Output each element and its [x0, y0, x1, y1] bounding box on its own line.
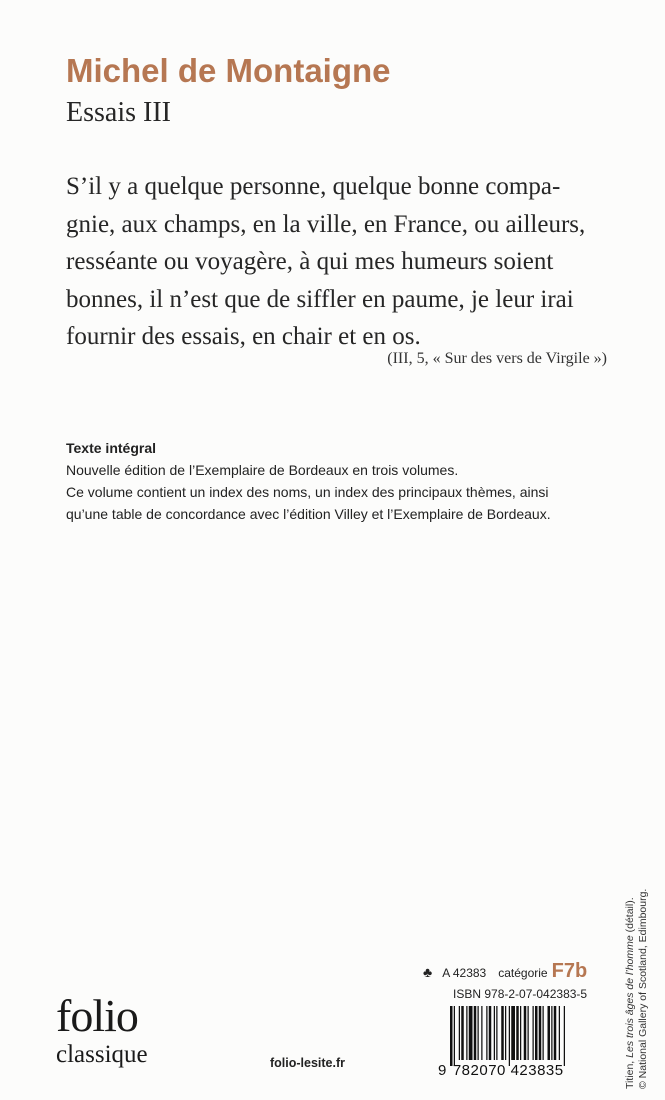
barcode [448, 1006, 608, 1066]
barcode-bar [486, 1006, 487, 1060]
barcode-bar [501, 1006, 504, 1060]
image-credit [624, 889, 650, 1089]
barcode-bar [564, 1006, 565, 1066]
publisher-logo [56, 990, 148, 1069]
publisher-brand: folio [56, 990, 138, 1041]
barcode-bar [461, 1006, 464, 1060]
quote-block [66, 168, 626, 356]
publisher-website: folio-lesite.fr [270, 1056, 346, 1070]
barcode-bar [469, 1006, 473, 1060]
catalog-number: A 42383 [442, 966, 487, 980]
barcode-bar [543, 1006, 544, 1060]
barcode-bar [454, 1006, 455, 1066]
quote-line: resséante ou voyagère, à qui mes humeurs soient [66, 248, 554, 275]
barcode-bar [474, 1006, 477, 1060]
barcode-bar [539, 1006, 542, 1060]
quote-line: gnie, aux champs, en la ville, en France, ou ailleurs, [66, 210, 586, 238]
barcode-number: 782070 423835 [452, 1062, 564, 1079]
image-credit-collection: © National Gallery of Scotland, Edimbourg. [637, 888, 649, 1089]
isbn: ISBN 978-2-07-042383-5 [453, 987, 588, 1001]
barcode-digits [438, 1062, 564, 1079]
category-label: catégorie [498, 966, 548, 980]
publisher-collection: classique [56, 1041, 148, 1068]
book-title: Essais III [66, 97, 171, 128]
barcode-bar [551, 1006, 552, 1060]
quote-source: (III, 5, « Sur des vers de Virgile ») [387, 350, 607, 367]
quote-line: S’il y a quelque personne, quelque bonne compa- [66, 173, 561, 200]
barcode-bar [478, 1006, 479, 1060]
barcode-bar [481, 1006, 482, 1060]
barcode-bar [524, 1006, 527, 1060]
barcode-bar [509, 1006, 510, 1066]
category-code: F7b [551, 960, 588, 982]
quote-line: fournir des essais, en chair et en os. [66, 323, 421, 350]
description-line: Nouvelle édition de l’Exemplaire de Bordeaux en trois volumes. [66, 462, 459, 478]
description-block [66, 437, 626, 525]
barcode-bar [554, 1006, 557, 1060]
barcode-bar [511, 1006, 515, 1060]
barcode-lead-digit: 9 [438, 1062, 447, 1079]
barcode-bar [535, 1006, 538, 1060]
barcode-bar [505, 1006, 506, 1060]
barcode-bar [559, 1006, 560, 1060]
barcode-bar [494, 1006, 495, 1060]
barcode-bars [448, 1006, 608, 1066]
barcode-bar [459, 1006, 460, 1060]
barcode-bar [466, 1006, 467, 1060]
barcode-bar [516, 1006, 519, 1060]
catalog-info [423, 960, 587, 983]
barcode-bar [450, 1006, 453, 1066]
image-credit-work: Titien, Les trois âges de l’homme (détail). [624, 897, 636, 1089]
description-line: Ce volume contient un index des noms, un index des principaux thèmes, ainsi [66, 484, 549, 500]
barcode-bar [520, 1006, 521, 1060]
barcode-bar [496, 1006, 497, 1060]
quote-line: bonnes, il n’est que de siffler en paume, je leur irai [66, 285, 574, 313]
barcode-bar [548, 1006, 551, 1060]
author-name: Michel de Montaigne [66, 52, 391, 89]
description-heading: Texte intégral [66, 440, 156, 456]
barcode-bar [528, 1006, 529, 1060]
description-line: qu’une table de concordance avec l’édition Villey et l’Exemplaire de Bordeaux. [66, 506, 551, 522]
club-icon: ♣ [423, 964, 433, 980]
barcode-bar [489, 1006, 492, 1060]
barcode-bar [533, 1006, 534, 1060]
